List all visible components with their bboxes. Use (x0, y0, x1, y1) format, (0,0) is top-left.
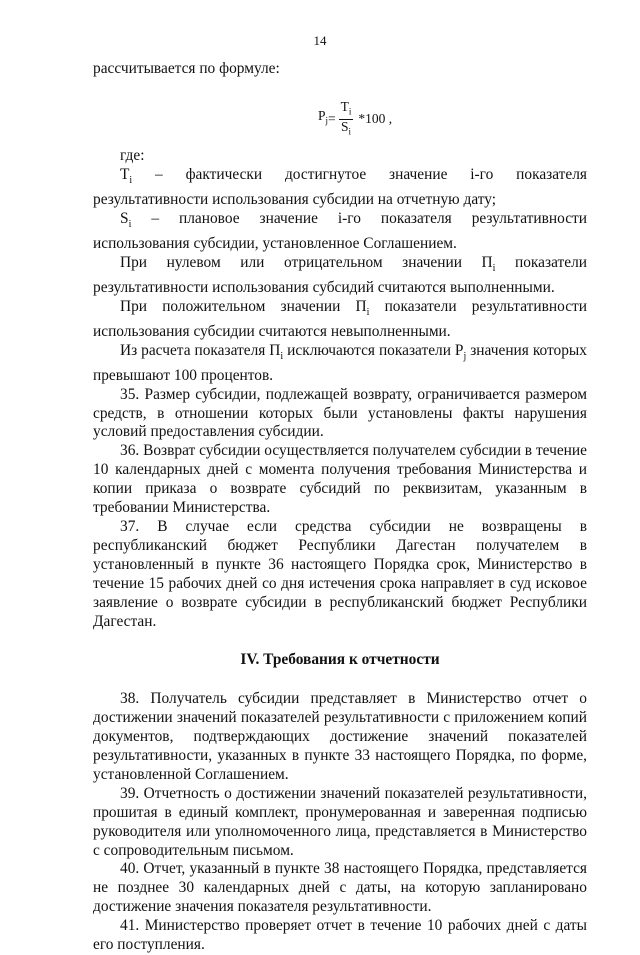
paragraph-36: 36. Возврат субсидии осуществляется получателем субсидии в течение 10 календарных дней с момента получения требования Министерства и копии приказа о возврате субсидий по реквизитам, указанным в требовании Министерства. (93, 442, 587, 517)
document-body (93, 60, 587, 955)
formula-fraction (339, 100, 354, 138)
section-heading: IV. Требования к отчетности (240, 651, 440, 669)
paragraph-40: 40. Отчет, указанный в пункте 38 настоящего Порядка, представляется не позднее 30 календарных дней с даты, на которую запланировано достижение значения показателя результативности. (93, 860, 587, 916)
paragraph-41: 41. Министерство проверяет отчет в течение 10 рабочих дней с даты его поступления. (93, 917, 587, 954)
paragraph-35: 35. Размер субсидии, подлежащей возврату, ограничивается размером средств, в отношении которых были установлены факты нарушения условий предоставления субсидии. (93, 385, 587, 441)
paragraph-si: $S_i$ – плановое значение i-го показателя результативности использования субсидии, установленное Соглашением. (93, 210, 587, 253)
where-label: где: (120, 147, 145, 165)
paragraph-positive-value: При положительном значении $П_i$ показатели результативности использования субсидии считаются невыполненными. (93, 297, 587, 340)
formula-equals: = (328, 110, 336, 126)
paragraph-39: 39. Отчетность о достижении значений показателей результативности, прошитая в единый комплект, пронумерованная и заверенная подписью руководителя или уполномоченного лица, представляется в Министерство с сопроводительным письмом. (93, 784, 587, 859)
page-number: 14 (313, 33, 327, 48)
formula (93, 100, 587, 138)
formula-lhs: $P_j$ (318, 108, 329, 126)
formula-tail: *100 , (358, 110, 393, 126)
intro-line: рассчитывается по формуле: (93, 60, 280, 77)
formula-denominator: $S_i$ (341, 118, 352, 137)
paragraph-37: 37. В случае если средства субсидии не возвращены в республиканский бюджет Республики Дагестан получателем в установленный в пункте 36 настоящего Порядка срок, Министерство в течение 15 рабочих дней со дня истечения срока направляет в суд исковое заявление о возврате субсидии в республиканский бюджет Республики Дагестан. (93, 517, 587, 630)
paragraph-exclusion: Из расчета показателя $П_i$ исключаются показатели $P_j$ значения которых превышают 100 процентов. (93, 341, 587, 384)
paragraph-zero-value: При нулевом или отрицательном значении $П_i$ показатели результативности использования субсидий считаются выполненными. (93, 253, 587, 296)
formula-numerator: $T_i$ (339, 100, 354, 120)
paragraph-ti: $T_i$ – фактически достигнутое значение i-го показателя результативности использования субсидии на отчетную дату; (93, 166, 587, 209)
paragraph-38: 38. Получатель субсидии представляет в Министерство отчет о достижении значений показателей результативности с приложением копий документов, подтверждающих достижение значений показателей результативности, указанных в пункте 33 настоящего Порядка, по форме, установленной Соглашением. (93, 690, 587, 783)
